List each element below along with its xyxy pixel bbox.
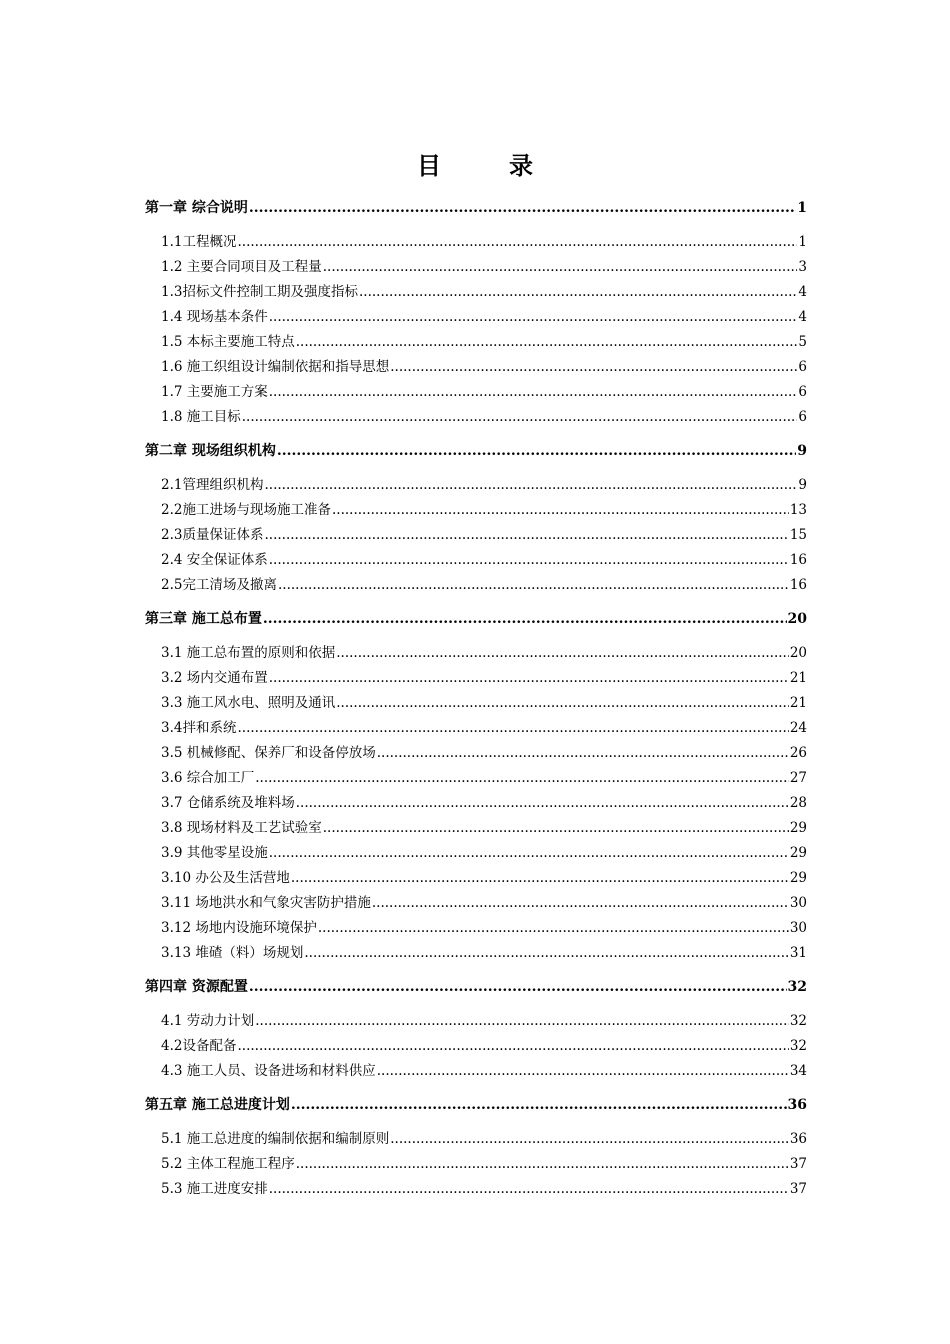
toc-section-entry[interactable] [145, 691, 807, 716]
toc-entry-page-number: 20 [789, 645, 807, 661]
dot-leader [269, 841, 789, 866]
toc-entry-page-number: 28 [789, 795, 807, 811]
toc-title: 目 录 [417, 151, 555, 180]
dot-leader [237, 716, 788, 741]
toc-entry-page-number: 6 [798, 359, 807, 375]
toc-entry-label: 1.3招标文件控制工期及强度指标 [161, 284, 358, 300]
toc-entry-page-number: 37 [789, 1181, 807, 1197]
toc-section-entry[interactable] [145, 380, 807, 405]
toc-entry-label: 5.3 施工进度安排 [161, 1181, 268, 1197]
toc-section-entry[interactable] [145, 941, 807, 966]
dot-leader [372, 891, 789, 916]
toc-entry-page-number: 30 [789, 895, 807, 911]
toc-entry-page-number: 16 [789, 552, 807, 568]
toc-section-entry[interactable] [145, 280, 807, 305]
toc-entry-label: 1.2 主要合同项目及工程量 [161, 259, 322, 275]
toc-entry-page-number: 1 [798, 234, 807, 250]
toc-section-entry[interactable] [145, 866, 807, 891]
toc-entry-page-number: 1 [797, 200, 807, 216]
dot-leader [237, 1034, 788, 1059]
toc-chapter-entry[interactable] [145, 607, 807, 632]
toc-entry-page-number: 24 [789, 720, 807, 736]
dot-leader [296, 791, 789, 816]
toc-entry-label: 5.2 主体工程施工程序 [161, 1156, 295, 1172]
toc-entry-page-number: 9 [798, 477, 807, 493]
toc-entry-page-number: 16 [789, 577, 807, 593]
toc-entry-page-number: 36 [787, 1097, 807, 1113]
dot-leader [377, 741, 789, 766]
toc-entry-label: 3.13 堆碴（料）场规划 [161, 945, 304, 961]
dot-leader [278, 573, 789, 598]
toc-entry-label: 1.8 施工目标 [161, 409, 241, 425]
dot-leader [296, 1152, 789, 1177]
dot-leader [336, 691, 789, 716]
toc-entry-page-number: 37 [789, 1156, 807, 1172]
toc-entry-page-number: 6 [798, 384, 807, 400]
toc-entry-page-number: 32 [789, 1013, 807, 1029]
toc-entry-label: 4.3 施工人员、设备进场和材料供应 [161, 1063, 376, 1079]
toc-entry-label: 第三章 施工总布置 [145, 611, 262, 627]
toc-section-entry[interactable] [145, 1034, 807, 1059]
toc-section-entry[interactable] [145, 666, 807, 691]
toc-section-entry[interactable] [145, 641, 807, 666]
toc-entry-page-number: 5 [798, 334, 807, 350]
toc-entry-page-number: 36 [789, 1131, 807, 1147]
dot-leader [263, 607, 787, 632]
toc-section-entry[interactable] [145, 355, 807, 380]
toc-entry-label: 3.3 施工风水电、照明及通讯 [161, 695, 336, 711]
dot-leader [269, 380, 798, 405]
toc-section-entry[interactable] [145, 841, 807, 866]
toc-entry-label: 2.3质量保证体系 [161, 527, 264, 543]
toc-entry-page-number: 4 [798, 309, 807, 325]
dot-leader [377, 1059, 789, 1084]
toc-section-entry[interactable] [145, 791, 807, 816]
dot-leader [277, 439, 796, 464]
dot-leader [269, 666, 789, 691]
toc-entry-label: 第五章 施工总进度计划 [145, 1097, 290, 1113]
toc-entry-label: 4.1 劳动力计划 [161, 1013, 255, 1029]
toc-section-entry[interactable] [145, 498, 807, 523]
toc-entry-page-number: 27 [789, 770, 807, 786]
dot-leader [269, 548, 789, 573]
toc-entry-label: 3.1 施工总布置的原则和依据 [161, 645, 336, 661]
dot-leader [237, 230, 797, 255]
toc-entry-label: 3.6 综合加工厂 [161, 770, 255, 786]
toc-entry-page-number: 20 [787, 611, 807, 627]
dot-leader [304, 941, 788, 966]
toc-entry-label: 3.5 机械修配、保养厂和设备停放场 [161, 745, 376, 761]
toc-entry-page-number: 13 [789, 502, 807, 518]
dot-leader [318, 916, 789, 941]
dot-leader [323, 255, 798, 280]
toc-section-entry[interactable] [145, 1009, 807, 1034]
toc-entry-label: 2.2施工进场与现场施工准备 [161, 502, 331, 518]
toc-entry-label: 3.7 仓储系统及堆料场 [161, 795, 295, 811]
dot-leader [291, 866, 789, 891]
toc-section-entry[interactable] [145, 916, 807, 941]
toc-chapter-entry[interactable] [145, 196, 807, 221]
toc-entry-page-number: 32 [789, 1038, 807, 1054]
toc-section-entry[interactable] [145, 716, 807, 741]
toc-section-entry[interactable] [145, 330, 807, 355]
dot-leader [359, 280, 797, 305]
toc-entry-page-number: 4 [798, 284, 807, 300]
toc-section-entry[interactable] [145, 255, 807, 280]
toc-entry-label: 3.10 办公及生活营地 [161, 870, 290, 886]
toc-section-entry[interactable] [145, 1177, 807, 1202]
dot-leader [269, 1177, 789, 1202]
dot-leader [249, 196, 796, 221]
toc-entry-page-number: 21 [789, 695, 807, 711]
toc-chapter-entry[interactable] [145, 975, 807, 1000]
toc-entry-label: 3.12 场地内设施环境保护 [161, 920, 317, 936]
table-of-contents [145, 196, 807, 1202]
toc-section-entry[interactable] [145, 766, 807, 791]
dot-leader [255, 766, 789, 791]
toc-entry-label: 1.6 施工织组设计编制依据和指导思想 [161, 359, 390, 375]
toc-entry-page-number: 29 [789, 820, 807, 836]
dot-leader [336, 641, 789, 666]
toc-section-entry[interactable] [145, 548, 807, 573]
dot-leader [291, 1093, 787, 1118]
toc-entry-label: 1.7 主要施工方案 [161, 384, 268, 400]
dot-leader [242, 405, 798, 430]
toc-entry-label: 2.4 安全保证体系 [161, 552, 268, 568]
toc-section-entry[interactable] [145, 230, 807, 255]
toc-entry-page-number: 6 [798, 409, 807, 425]
toc-entry-label: 3.11 场地洪水和气象灾害防护措施 [161, 895, 371, 911]
toc-section-entry[interactable] [145, 573, 807, 598]
toc-entry-page-number: 32 [787, 979, 807, 995]
toc-entry-label: 3.8 现场材料及工艺试验室 [161, 820, 322, 836]
toc-entry-page-number: 26 [789, 745, 807, 761]
toc-entry-page-number: 3 [798, 259, 807, 275]
toc-section-entry[interactable] [145, 523, 807, 548]
toc-entry-label: 1.4 现场基本条件 [161, 309, 268, 325]
toc-section-entry[interactable] [145, 1127, 807, 1152]
dot-leader [323, 816, 789, 841]
dot-leader [390, 1127, 789, 1152]
toc-entry-label: 5.1 施工总进度的编制依据和编制原则 [161, 1131, 390, 1147]
toc-section-entry[interactable] [145, 405, 807, 430]
toc-entry-page-number: 21 [789, 670, 807, 686]
dot-leader [264, 473, 797, 498]
toc-entry-label: 4.2设备配备 [161, 1038, 237, 1054]
toc-entry-label: 3.9 其他零星设施 [161, 845, 268, 861]
toc-entry-label: 1.1工程概况 [161, 234, 237, 250]
toc-entry-page-number: 15 [789, 527, 807, 543]
toc-section-entry[interactable] [145, 1152, 807, 1177]
toc-entry-label: 第二章 现场组织机构 [145, 443, 276, 459]
toc-entry-page-number: 29 [789, 845, 807, 861]
toc-entry-label: 3.2 场内交通布置 [161, 670, 268, 686]
toc-chapter-entry[interactable] [145, 1093, 807, 1118]
toc-entry-label: 3.4拌和系统 [161, 720, 237, 736]
toc-entry-page-number: 29 [789, 870, 807, 886]
dot-leader [249, 975, 787, 1000]
dot-leader [269, 305, 798, 330]
toc-entry-label: 2.1管理组织机构 [161, 477, 264, 493]
toc-section-entry[interactable] [145, 1059, 807, 1084]
toc-entry-page-number: 30 [789, 920, 807, 936]
toc-chapter-entry[interactable] [145, 439, 807, 464]
toc-entry-page-number: 34 [789, 1063, 807, 1079]
toc-section-entry[interactable] [145, 741, 807, 766]
dot-leader [264, 523, 788, 548]
dot-leader [296, 330, 798, 355]
dot-leader [332, 498, 789, 523]
toc-entry-page-number: 9 [797, 443, 807, 459]
toc-entry-label: 第四章 资源配置 [145, 979, 248, 995]
toc-entry-page-number: 31 [789, 945, 807, 961]
toc-section-entry[interactable] [145, 305, 807, 330]
toc-entry-label: 第一章 综合说明 [145, 200, 248, 216]
toc-section-entry[interactable] [145, 891, 807, 916]
toc-section-entry[interactable] [145, 473, 807, 498]
dot-leader [255, 1009, 789, 1034]
toc-entry-label: 1.5 本标主要施工特点 [161, 334, 295, 350]
toc-section-entry[interactable] [145, 816, 807, 841]
dot-leader [390, 355, 797, 380]
toc-entry-label: 2.5完工清场及撤离 [161, 577, 277, 593]
